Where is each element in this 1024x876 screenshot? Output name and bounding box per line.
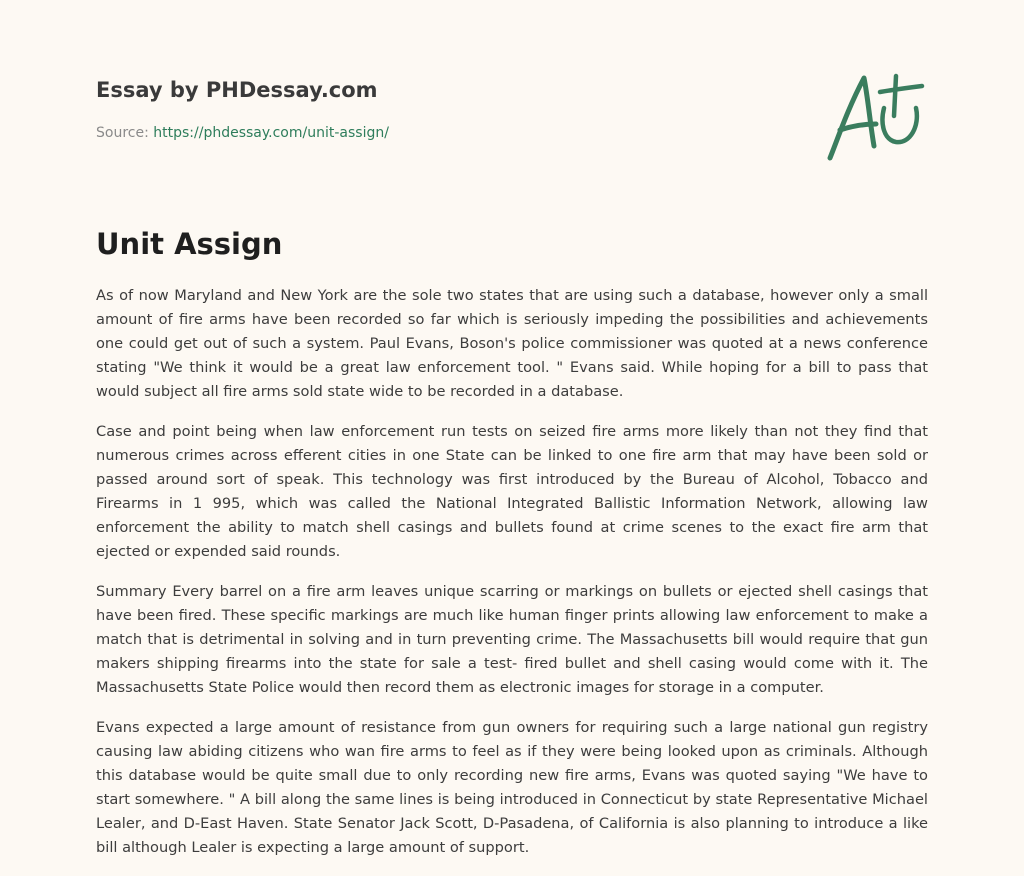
source-line — [96, 124, 389, 142]
a-plus-logo-icon — [824, 68, 928, 164]
header — [96, 76, 928, 104]
essay-content — [96, 284, 928, 876]
paragraph: Case and point being when law enforcement run tests on seized fire arms more likely than not they find that numerous crimes across efferent cities in one State can be linked to one fire arm that may have been sold or passed around sort of speak. This technology was first introduced by the Bureau of Alcohol, Tobacco and Firearms in 1 995, which was called the National Integrated Ballistic Information Network, allowing law enforcement the ability to match shell casings and bullets found at crime scenes to the exact fire arm that ejected or expended said rounds. — [96, 423, 928, 560]
paragraph: As of now Maryland and New York are the sole two states that are using such a database, however only a small amount of fire arms have been recorded so far which is seriously impeding the possibilities and achievements one could get out of such a system. Paul Evans, Boson's police commissioner was quoted at a news conference stating "We think it would be a great law enforcement tool. " Evans said. While hoping for a bill to pass that would subject all fire arms sold state wide to be recorded in a database. — [96, 287, 928, 400]
paragraph: Summary Every barrel on a fire arm leaves unique scarring or markings on bullets or ejected shell casings that have been fired. These specific markings are much like human finger prints allowing law enforcement to make a match that is detrimental in solving and in turn preventing crime. The Massachusetts bill would require that gun makers shipping firearms into the state for sale a test- fired bullet and shell casing would come with it. The Massachusetts State Police would then record them as electronic images for storage in a computer. — [96, 583, 928, 696]
source-link[interactable]: https://phdessay.com/unit-assign/ — [153, 125, 389, 141]
page-title: Unit Assign — [96, 227, 283, 261]
site-brand[interactable]: Essay by PHDessay.com — [96, 78, 378, 102]
paragraph: Evans expected a large amount of resistance from gun owners for requiring such a large national gun registry causing law abiding citizens who wan fire arms to feel as if they were being looked upon as criminals. Although this database would be quite small due to only recording new fire arms, Evans was quoted saying "We have to start somewhere. " A bill along the same lines is being introduced in Connecticut by state Representative Michael Lealer, and D-East Haven. State Senator Jack Scott, D-Pasadena, of California is also planning to introduce a like bill although Lealer is expecting a large amount of support. — [96, 719, 928, 856]
source-label: Source: — [96, 125, 154, 141]
